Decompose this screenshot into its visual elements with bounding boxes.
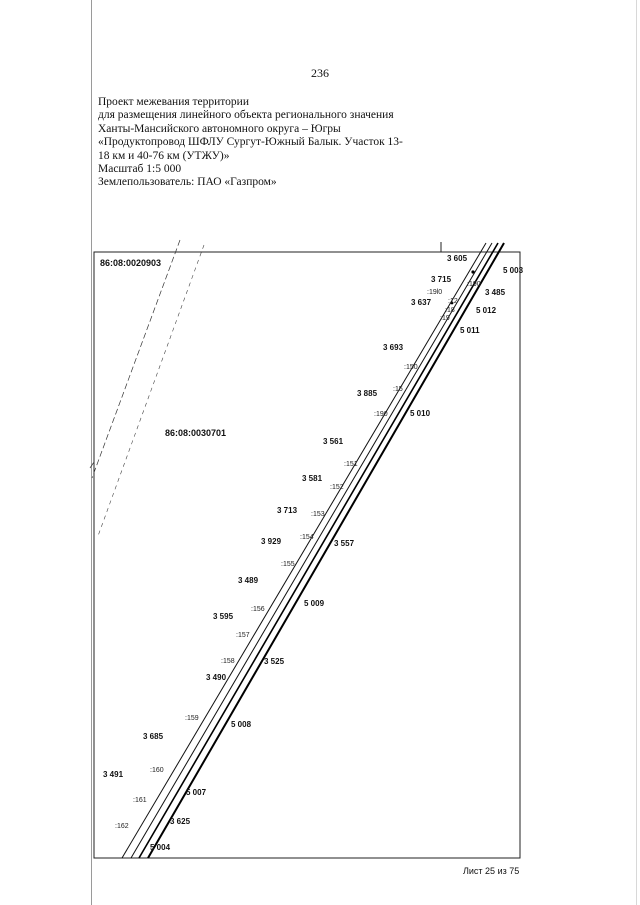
point-label: :19l0 [427,289,443,296]
point-label: :161 [133,797,147,804]
point-label: :156 [251,606,265,613]
header-line: Землепользователь: ПАО «Газпром» [98,176,277,189]
parcel-boundary-line [92,240,180,478]
parcel-label: 3 525 [264,657,285,666]
point-label: :153 [311,511,325,518]
point-label: :15 [393,386,403,393]
parcel-label: 3 715 [431,275,452,284]
parcel-boundary-line [90,462,94,468]
parcel-label: 3 557 [334,539,355,548]
parcel-label: 3 625 [170,817,191,826]
survey-point-marker [471,270,474,273]
point-label: :158 [221,658,235,665]
parcel-label: 5 008 [231,720,252,729]
header-line: Ханты-Мансийского автономного округа – Югры [98,122,341,135]
point-label: :152 [330,484,344,491]
cadastral-label: 86:08:0020903 [100,258,162,268]
point-label: :154 [300,534,314,541]
parcel-label: 5 007 [186,788,207,797]
parcel-label: 3 929 [261,537,282,546]
parcel-label: 3 713 [277,506,298,515]
parcel-label: 5 009 [304,599,325,608]
page-number: 236 [311,66,329,80]
parcel-label: 5 003 [503,266,524,275]
corridor-boundary-line [131,243,492,858]
parcel-label: 3 685 [143,732,164,741]
header-line: 18 км и 40-76 км (УТЖУ)» [98,149,230,162]
point-label: :19 [440,315,450,322]
point-label: :160 [150,767,164,774]
point-label: :157 [236,632,250,639]
point-label: :190 [467,281,481,288]
point-label: :190 [374,411,388,418]
parcel-label: 3 489 [238,576,259,585]
point-label: :159 [185,715,199,722]
header-line: Проект межевания территории [98,96,249,108]
header-line: Масштаб 1:5 000 [98,163,182,176]
corridor-boundary-line [148,243,504,858]
parcel-boundary-line [98,245,204,536]
parcel-label: 5 012 [476,306,497,315]
point-label: :12 [448,298,458,305]
point-label: :162 [115,823,129,830]
parcel-label: 3 581 [302,474,323,483]
point-label: :151 [344,461,358,468]
parcel-label: 5 011 [460,326,480,335]
cadastral-label: 86:08:0030701 [165,428,227,438]
parcel-label: 3 605 [447,254,468,263]
parcel-label: 3 595 [213,612,234,621]
parcel-label: 3 637 [411,298,432,307]
parcel-label: 3 485 [485,288,506,297]
header-line: для размещения линейного объекта регионального значения [98,109,394,122]
point-label: :18 [445,307,455,314]
sheet-number: Лист 25 из 75 [463,866,520,876]
parcel-label: 5 010 [410,409,431,418]
parcel-label: 5 004 [150,843,171,852]
header-line: «Продуктопровод ШФЛУ Сургут-Южный Балык. Участок 13- [98,136,403,149]
parcel-label: 3 885 [357,389,378,398]
pipeline-axis-line [139,243,498,858]
parcel-label: 3 693 [383,343,404,352]
parcel-label: 3 561 [323,437,344,446]
point-label: :150 [404,364,418,371]
point-label: :155 [281,561,295,568]
parcel-label: 3 490 [206,673,227,682]
corridor-boundary-line [122,243,486,858]
parcel-label: 3 491 [103,770,124,779]
